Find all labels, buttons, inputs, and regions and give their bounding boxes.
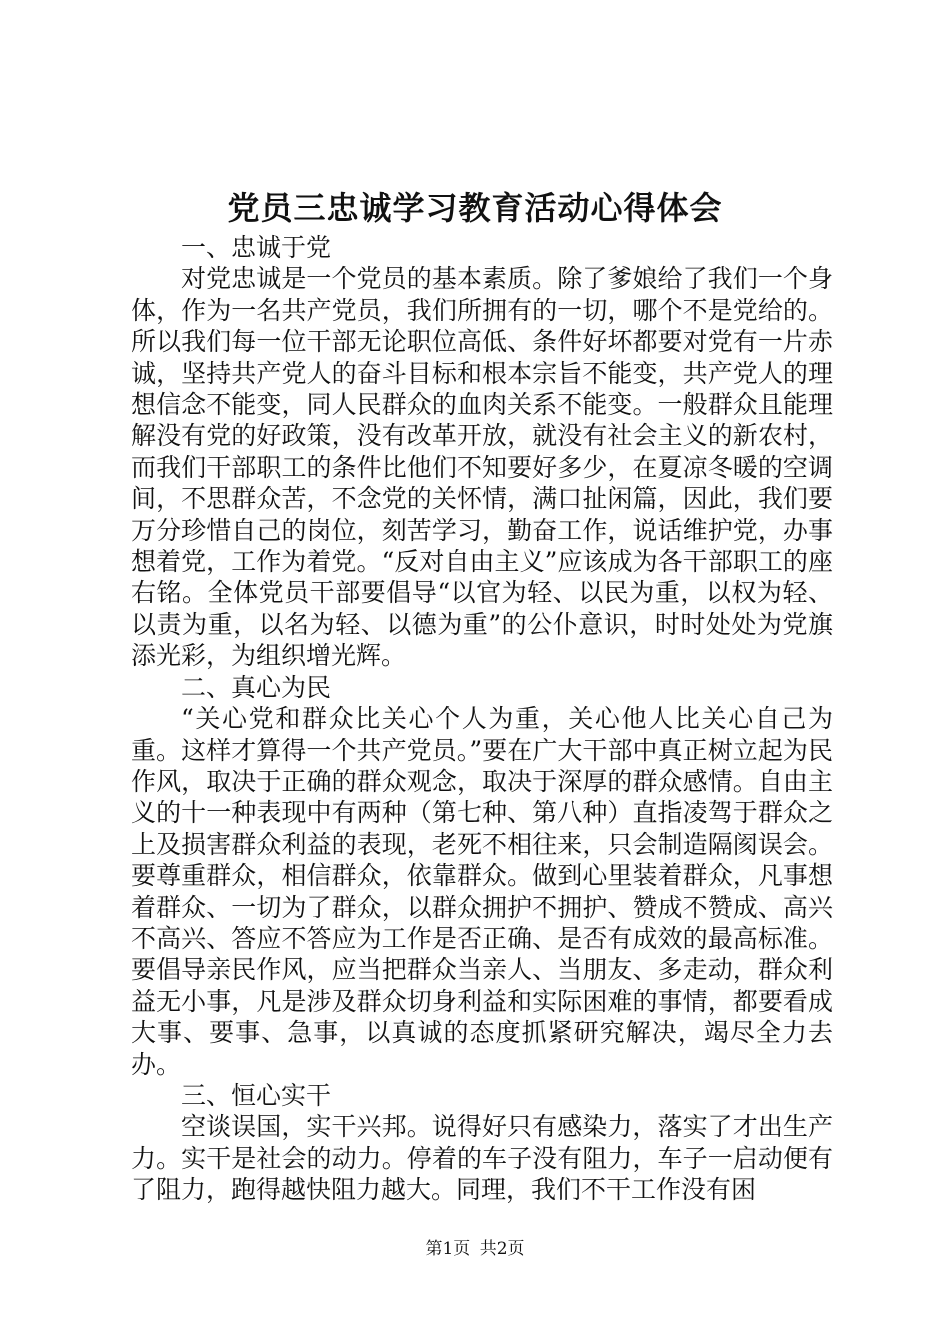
section-heading-1: 一、忠诚于党	[181, 233, 332, 262]
section-heading-2: 二、真心为民	[181, 672, 332, 702]
document-title: 党员三忠诚学习教育活动心得体会	[227, 189, 723, 227]
body-paragraph-3: 空谈误国，实干兴邦。说得好只有感染力，落实了才出生产力。实干是社会的动力。停着的车子没有阻力，车子一启动便有了阻力，跑得越快阻力越大。同理，我们不干工作没有困	[131, 1112, 833, 1205]
page-number: 第1页	[425, 1239, 471, 1259]
page-footer	[0, 1237, 950, 1261]
body-paragraph-1: 对党忠诚是一个党员的基本素质。除了爹娘给了我们一个身体，作为一名共产党员，我们所拥有的一切，哪个不是党给的。所以我们每一位干部无论职位高低、条件好坏都要对党有一片赤诚，坚持共产党人的奋斗目标和根本宗旨不能变，共产党人的理想信念不能变，同人民群众的血肉关系不能变。一般群众且能理解没有党的好政策，没有改革开放，就没有社会主义的新农村，而我们干部职工的条件比他们不知要好多少，在夏凉冬暖的空调间，不思群众苦，不念党的关怀情，满口扯闲篇，因此，我们要万分珍惜自己的岗位，刻苦学习，勤奋工作，说话维护党，办事想着党，工作为着党。“反对自由主义”应该成为各干部职工的座右铭。全体党员干部要倡导“以官为轻、以民为重，以权为轻、以责为重，以名为轻、以德为重”的公仆意识，时时处处为党旗添光彩，为组织增光辉。	[131, 264, 833, 671]
page-total: 共2页	[479, 1239, 525, 1259]
body-paragraph-2: “关心党和群众比关心个人为重，关心他人比关心自己为重。这样才算得一个共产党员。”要在广大干部中真正树立起为民作风，取决于正确的群众观念，取决于深厚的群众感情。自由主义的十一种表现中有两种（第七种、第八种）直指凌驾于群众之上及损害群众利益的表现，老死不相往来，只会制造隔阂误会。要尊重群众，相信群众，依靠群众。做到心里装着群众，凡事想着群众、一切为了群众，以群众拥护不拥护、赞成不赞成、高兴不高兴、答应不答应为工作是否正确、是否有成效的最高标准。要倡导亲民作风，应当把群众当亲人、当朋友、多走动，群众利益无小事，凡是涉及群众切身利益和实际困难的事情，都要看成大事、要事、急事，以真诚的态度抓紧研究解决，竭尽全力去办。	[131, 704, 833, 1079]
section-heading-3: 三、恒心实干	[181, 1080, 332, 1110]
document-body	[131, 232, 833, 1206]
